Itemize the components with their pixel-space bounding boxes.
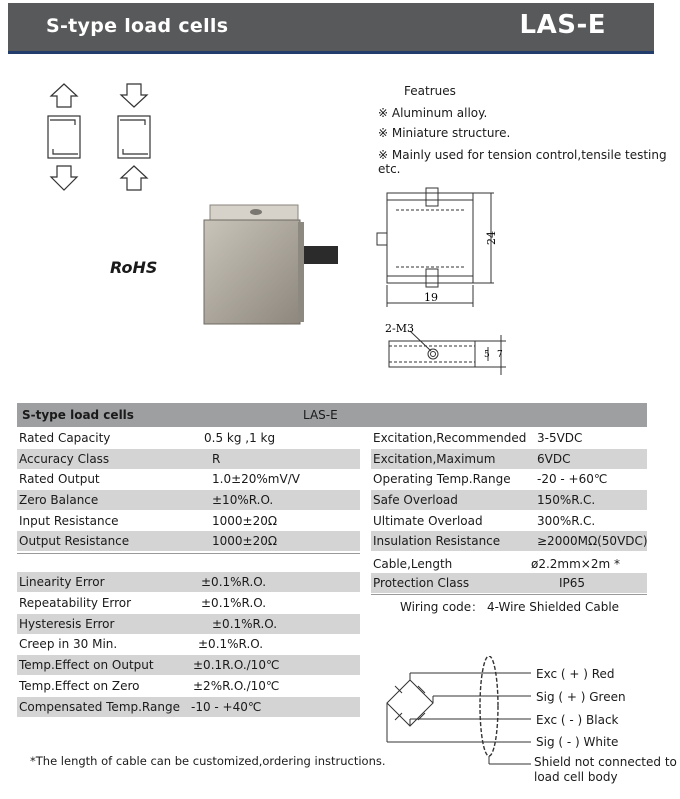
spec-label: Cable,Length [373,557,453,571]
spec-value: ≥2000MΩ(50VDC) [537,534,648,548]
spec-label: Output Resistance [19,534,130,548]
spec-value: ø2.2mm×2m * [531,557,620,571]
spec-label: Temp.Effect on Zero [19,679,140,693]
spec-row [17,614,360,634]
spec-row [17,490,360,510]
spec-label: Hysteresis Error [19,617,115,631]
spec-row [17,697,360,717]
spec-header-model: LAS-E [303,408,338,422]
spec-table-header [17,403,647,427]
divider [371,594,647,595]
spec-value: R [212,452,221,466]
spec-value: IP65 [559,576,586,590]
dim-7-label: 7 [497,350,503,360]
spec-label: Safe Overload [373,493,458,507]
spec-label: Protection Class [373,576,470,590]
spec-row [371,573,647,593]
spec-row [17,428,360,448]
header-bar [8,3,654,54]
spec-row [17,572,360,592]
spec-value: -10 - +40℃ [191,700,262,714]
spec-row [371,469,647,489]
wiring-diagram [383,656,543,766]
spec-row [17,634,360,654]
dim-19-label: 19 [424,291,438,304]
spec-value: 150%R.C. [537,493,596,507]
arrow-up-icon [121,166,147,190]
spec-label: Repeatability Error [19,596,132,610]
wire-sig-pos: Sig ( + ) Green [536,690,626,704]
spec-value: ±0.1R.O./10℃ [193,658,280,672]
spec-value: ±2%R.O./10℃ [193,679,280,693]
spec-label: Insulation Resistance [373,534,501,548]
footnote: *The length of cable can be customized,ordering instructions. [30,754,386,768]
arrow-up-icon [51,84,77,107]
spec-row [371,490,647,510]
spec-label: Rated Capacity [19,431,111,445]
feature-item: ※ Aluminum alloy. [378,106,488,120]
spec-row [17,676,360,696]
spec-value: ±0.1%R.O. [201,596,267,610]
wire-exc-neg: Exc ( - ) Black [536,713,619,727]
spec-row [371,511,647,531]
spec-value: 1000±20Ω [212,534,278,548]
arrow-down-icon [121,84,147,107]
shield-note-1: Shield not connected to [534,755,677,769]
wiring-code: Wiring code： 4-Wire Shielded Cable [400,600,620,614]
spec-row [17,655,360,675]
shield-icon [480,656,498,756]
spec-row [371,449,647,469]
spec-value: 0.5 kg ,1 kg [204,431,276,445]
dim-5-label: 5 [484,350,490,360]
spec-row [371,428,647,448]
rohs-mark: RoHS [110,258,158,277]
hole-label: 2-M3 [385,322,414,335]
wire-sig-neg: Sig ( - ) White [536,735,619,749]
spec-header-name: S-type load cells [22,408,134,422]
spec-value: 3-5VDC [537,431,583,445]
model-title: LAS-E [519,10,606,40]
wire-exc-pos: Exc ( + ) Red [536,667,615,681]
spec-row [17,531,360,551]
spec-label: Excitation,Recommended [373,431,527,445]
feature-item: ※ Mainly used for tension control,tensile testing etc. [378,148,667,176]
spec-row [17,469,360,489]
spec-value: 300%R.C. [537,514,596,528]
spec-value: ±0.1%R.O. [198,637,264,651]
spec-value: -20 - +60℃ [537,472,608,486]
features-title: Featrues [404,84,456,98]
spec-label: Temp.Effect on Output [19,658,154,672]
spec-value: ±0.1%R.O. [212,617,278,631]
divider [17,553,360,554]
spec-row [17,511,360,531]
spec-value: 6VDC [537,452,571,466]
dimension-drawing [376,185,526,385]
shield-note-2: load cell body [534,770,618,784]
arrow-down-icon [51,166,77,190]
spec-label: Linearity Error [19,575,105,589]
spec-value: 1.0±20%mV/V [212,472,300,486]
spec-label: Rated Output [19,472,100,486]
load-direction-diagram [40,82,160,194]
spec-label: Creep in 30 Min. [19,637,118,651]
spec-row [371,531,647,551]
spec-label: Accuracy Class [19,452,110,466]
page-title: S-type load cells [46,15,229,37]
spec-label: Zero Balance [19,493,99,507]
spec-value: ±10%R.O. [212,493,274,507]
spec-label: Excitation,Maximum [373,452,496,466]
feature-item: ※ Miniature structure. [378,126,511,140]
spec-value: ±0.1%R.O. [201,575,267,589]
spec-label: Operating Temp.Range [373,472,511,486]
spec-row [371,554,647,574]
spec-row [17,449,360,469]
spec-label: Compensated Temp.Range [19,700,180,714]
spec-value: 1000±20Ω [212,514,278,528]
spec-row [17,593,360,613]
spec-label: Ultimate Overload [373,514,483,528]
spec-label: Input Resistance [19,514,119,528]
load-cell-photo [198,200,348,328]
dim-24-label: 24 [485,231,498,245]
